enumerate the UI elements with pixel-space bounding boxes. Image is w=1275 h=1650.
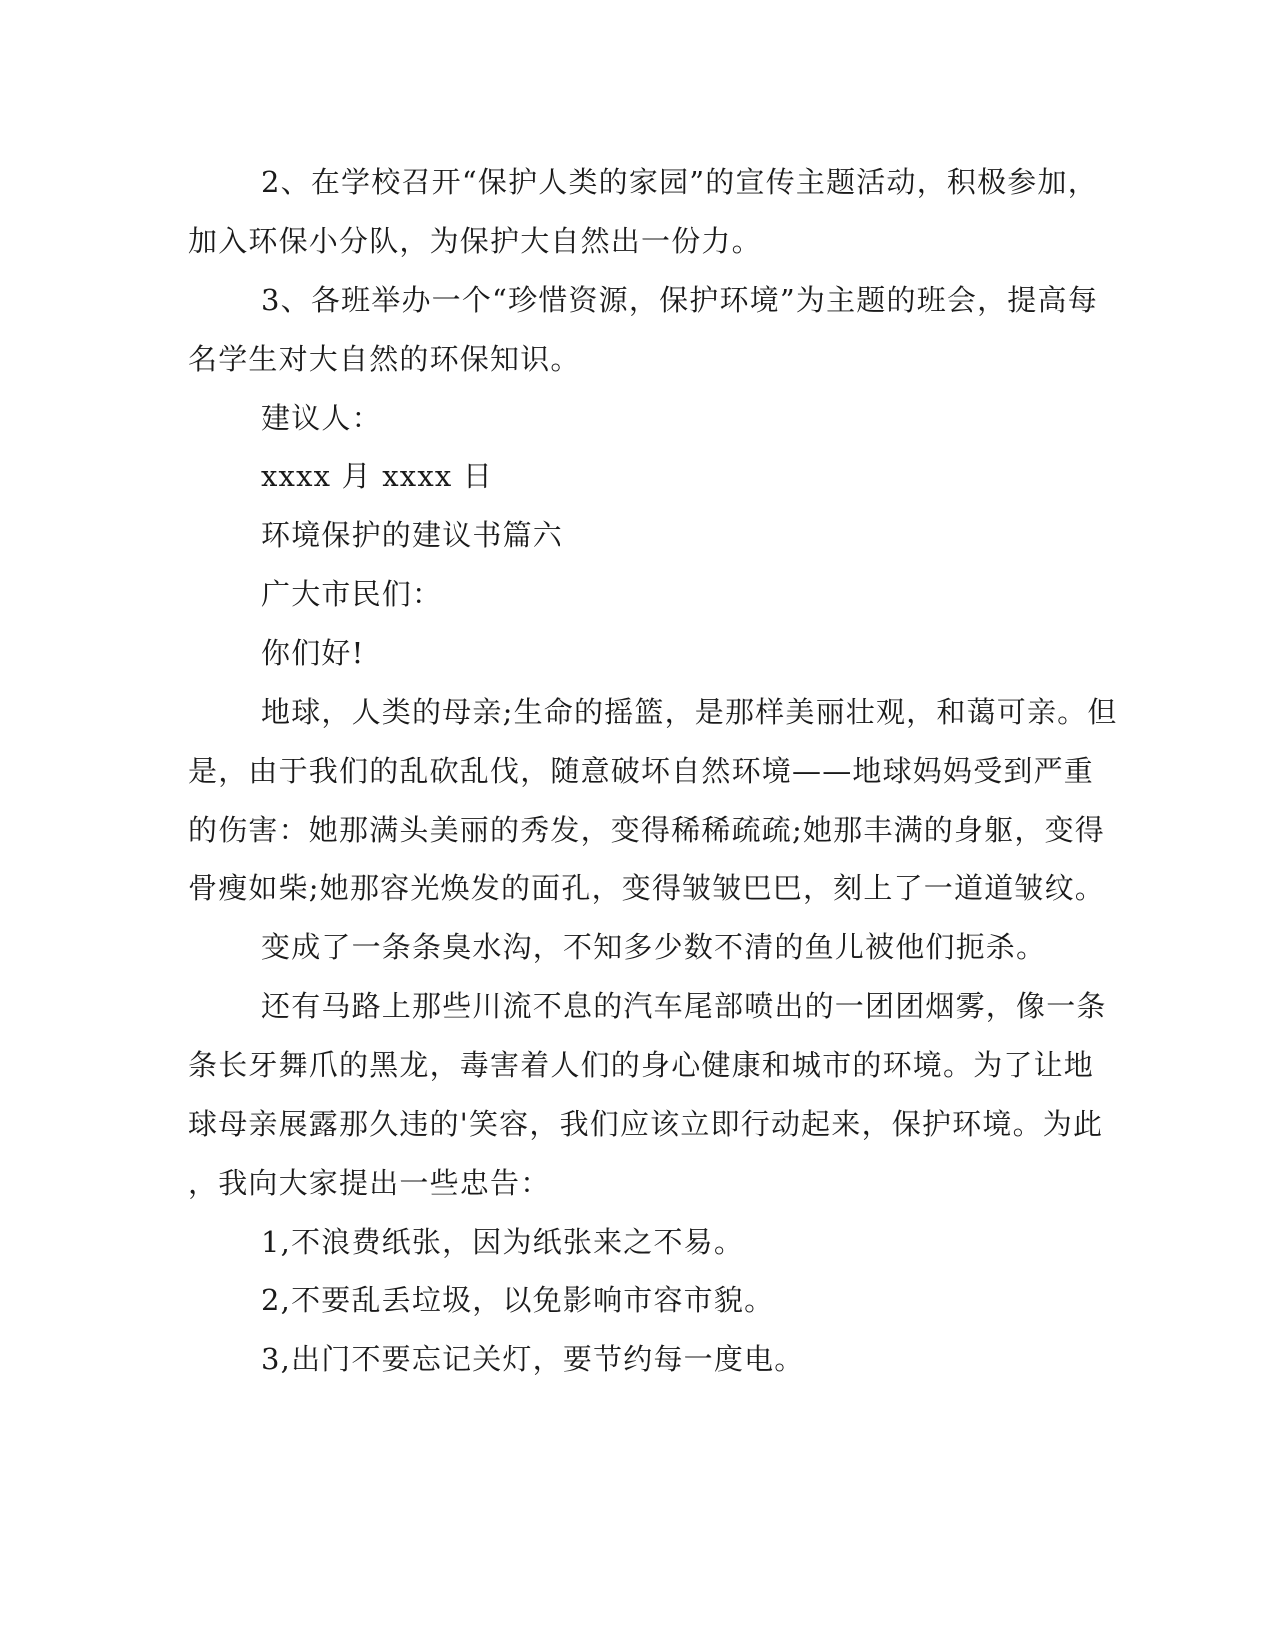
paragraph-line: 3、各班举办一个“珍惜资源，保护环境”为主题的班会，提高每 <box>261 283 1098 317</box>
salutation: 广大市民们： <box>261 577 443 611</box>
list-item: 3,出门不要忘记关灯，要节约每一度电。 <box>261 1342 805 1376</box>
paragraph-line: 的伤害：她那满头美丽的秀发，变得稀稀疏疏;她那丰满的身躯，变得 <box>188 813 1105 847</box>
paragraph-line: ，我向大家提出一些忠告： <box>188 1166 551 1200</box>
paragraph-line: 是，由于我们的乱砍乱伐，随意破坏自然环境——地球妈妈受到严重 <box>188 754 1095 788</box>
section-title: 环境保护的建议书篇六 <box>261 518 564 552</box>
paragraph-line: 还有马路上那些川流不息的汽车尾部喷出的一团团烟雾，像一条 <box>261 989 1107 1023</box>
paragraph-line: 2、在学校召开“保护人类的家园”的宣传主题活动，积极参加， <box>261 165 1098 199</box>
list-item: 2,不要乱丢垃圾，以免影响市容市貌。 <box>261 1283 775 1317</box>
paragraph-line: 条长牙舞爪的黑龙，毒害着人们的身心健康和城市的环境。为了让地 <box>188 1048 1095 1082</box>
greeting: 你们好! <box>261 636 365 670</box>
paragraph-line: 名学生对大自然的环保知识。 <box>188 342 581 376</box>
proposer-label: 建议人： <box>261 401 382 435</box>
paragraph-line: 骨瘦如柴;她那容光焕发的面孔，变得皱皱巴巴，刻上了一道道皱纹。 <box>188 871 1105 905</box>
date-line: xxxx 月 xxxx 日 <box>261 459 494 493</box>
paragraph-line: 变成了一条条臭水沟，不知多少数不清的鱼儿被他们扼杀。 <box>261 930 1047 964</box>
paragraph-line: 加入环保小分队，为保护大自然出一份力。 <box>188 224 762 258</box>
paragraph-line: 球母亲展露那久违的'笑容，我们应该立即行动起来，保护环境。为此 <box>188 1107 1104 1141</box>
paragraph-line: 地球，人类的母亲;生命的摇篮，是那样美丽壮观，和蔼可亲。但 <box>261 695 1118 729</box>
list-item: 1,不浪费纸张，因为纸张来之不易。 <box>261 1225 745 1259</box>
